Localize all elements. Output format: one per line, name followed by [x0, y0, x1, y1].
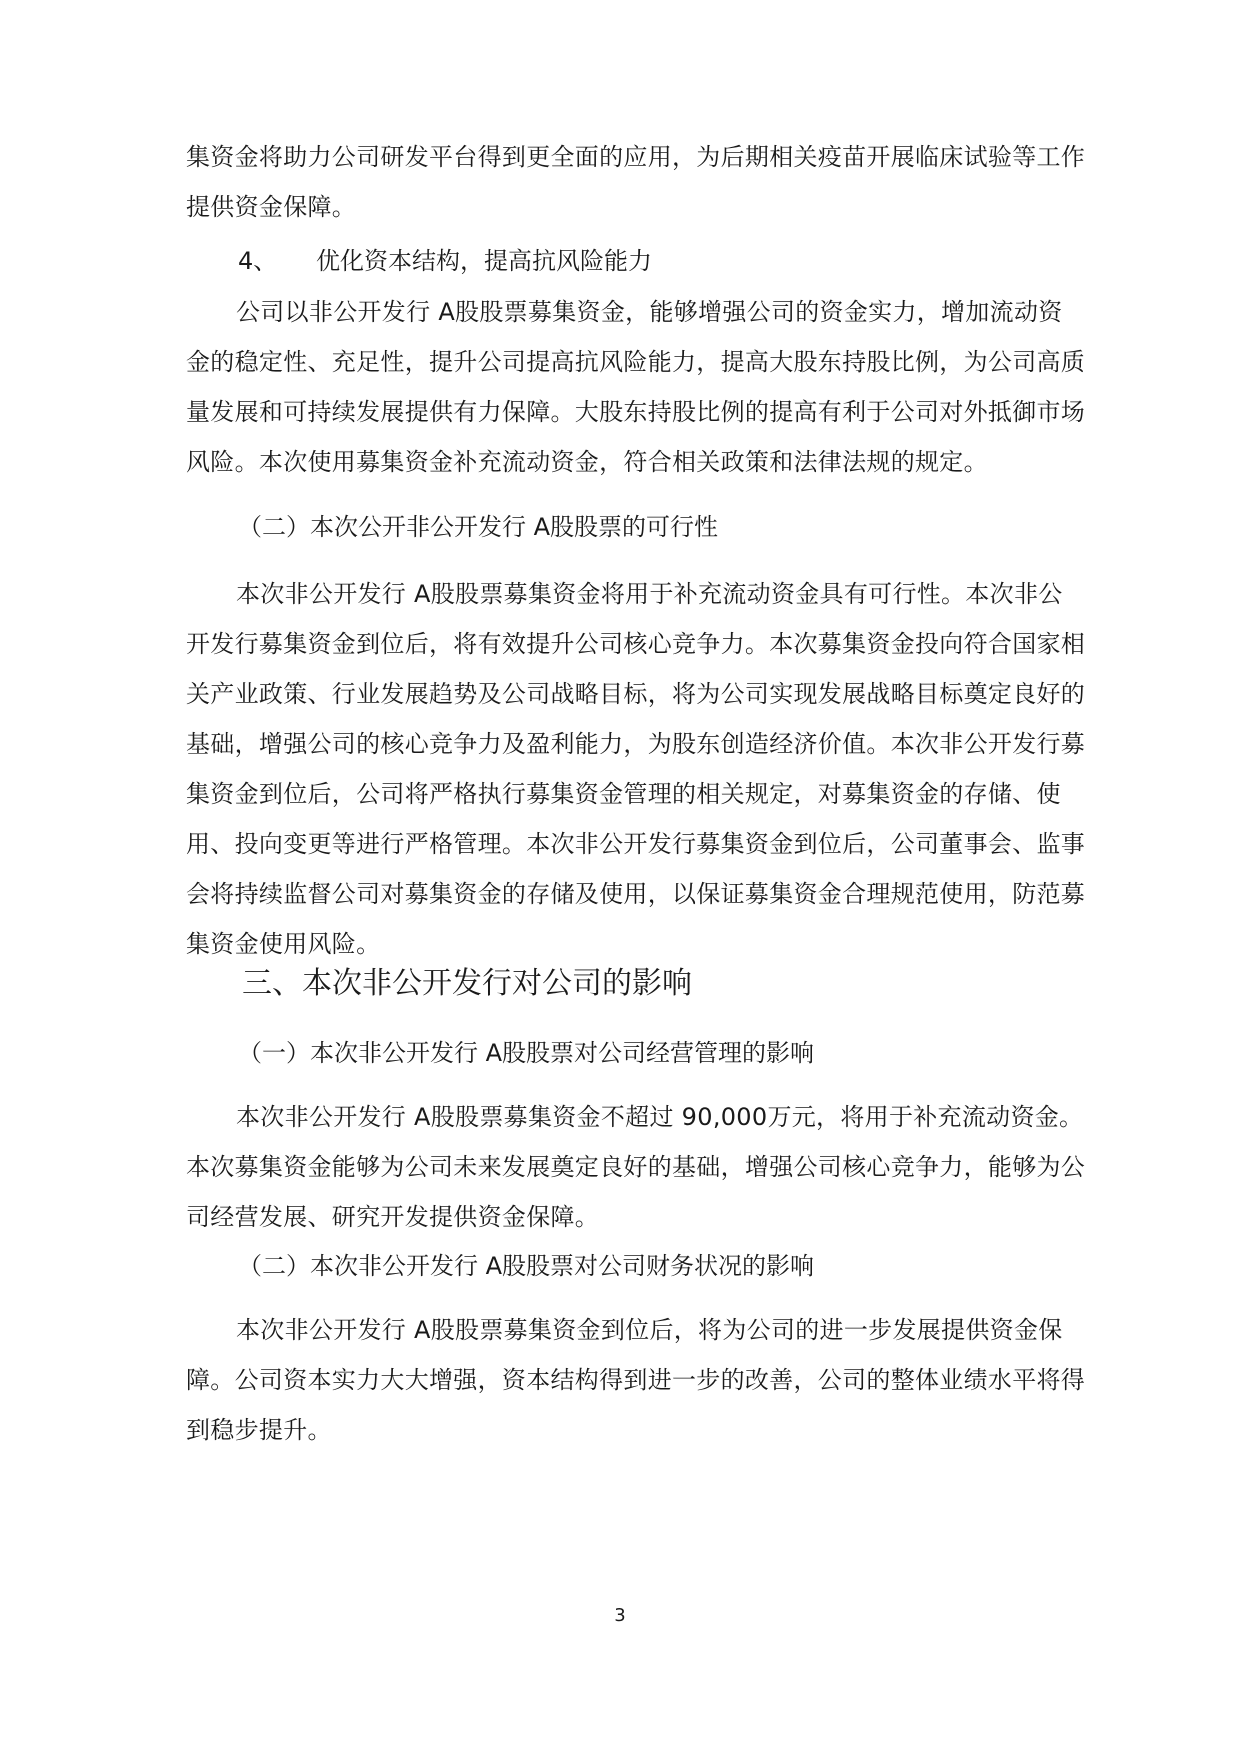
- subheading-feasibility: （二）本次公开非公开发行 A股股票的可行性: [238, 513, 719, 541]
- paragraph-continuation: 集资金将助力公司研发平台得到更全面的应用，为后期相关疫苗开展临床试验等工作提供资金保障。: [186, 143, 1086, 221]
- section-3-subheading-1: （一）本次非公开发行 A股股票对公司经营管理的影响: [238, 1039, 815, 1067]
- section-3-subheading-2: （二）本次非公开发行 A股股票对公司财务状况的影响: [238, 1252, 815, 1280]
- item-4-title: 优化资本结构，提高抗风险能力: [316, 247, 652, 275]
- paragraph-feasibility: 本次非公开发行 A股股票募集资金将用于补充流动资金具有可行性。本次非公开发行募集资金到位后，将有效提升公司核心竞争力。本次募集资金投向符合国家相关产业政策、行业发展趋势及公司战略目标，将为公司实现发展战略目标奠定良好的基础，增强公司的核心竞争力及盈利能力，为股东创造经济价值。本次非公开发行募集资金到位后，公司将严格执行募集资金管理的相关规定，对募集资金的存储、使用、投向变更等进行严格管理。本次非公开发行募集资金到位后，公司董事会、监事会将持续监督公司对募集资金的存储及使用，以保证募集资金合理规范使用，防范募集资金使用风险。: [186, 580, 1086, 958]
- paragraph-section-3-2: 本次非公开发行 A股股票募集资金到位后，将为公司的进一步发展提供资金保障。公司资本实力大大增强，资本结构得到进一步的改善，公司的整体业绩水平将得到稳步提升。: [186, 1316, 1086, 1444]
- paragraph-section-3-1: 本次非公开发行 A股股票募集资金不超过 90,000万元，将用于补充流动资金。本次募集资金能够为公司未来发展奠定良好的基础，增强公司核心竞争力，能够为公司经营发展、研究开发提供资金保障。: [186, 1103, 1086, 1231]
- section-3-heading: 三、本次非公开发行对公司的影响: [242, 966, 692, 1001]
- item-4-number: 4、: [238, 247, 278, 275]
- paragraph-item-4: 公司以非公开发行 A股股票募集资金，能够增强公司的资金实力，增加流动资金的稳定性、充足性，提升公司提高抗风险能力，提高大股东持股比例，为公司高质量发展和可持续发展提供有力保障。大股东持股比例的提高有利于公司对外抵御市场风险。本次使用募集资金补充流动资金，符合相关政策和法律法规的规定。: [186, 298, 1086, 476]
- page-number: 3: [614, 1605, 626, 1626]
